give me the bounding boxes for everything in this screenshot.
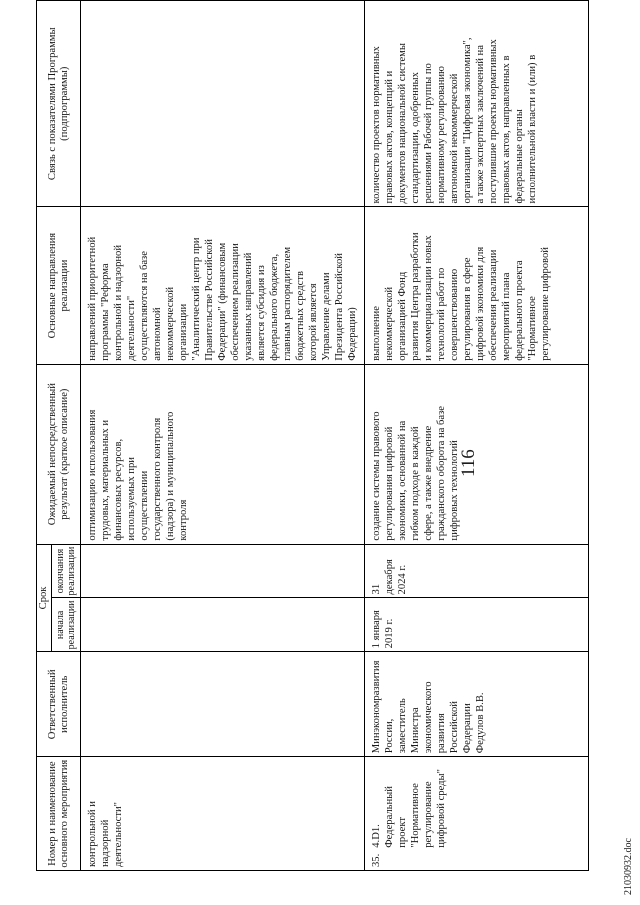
activity-name: 4.D1. Федеральный проект "Нормативное регулирование цифровой среды" (371, 769, 447, 848)
cell-directions: направлений приоритетной программы "Реформа контрольной и надзорной деятельности" осуществляются на базе автономной некоммерческой организации "Аналитический центр при Правительстве Российской Федерации" (финансовым обеспечением реализации указанных направлений является субсидия из федерального бюджета, главным распорядителем бюджетных средств которой является Управление делами Президента Российской Федерации) (81, 207, 365, 364)
cell-result: создание системы правового регулирования цифровой экономики, основанной на гибком подходе в каждой сфере, а также внедрение гражданского оборота на базе цифровых технологий (365, 364, 589, 544)
cell-start: 1 января 2019 г. (365, 598, 589, 652)
header-executor: Ответственный исполнитель (37, 652, 81, 757)
cell-executor: Минэкономразвития России, заместитель Министра экономического развития Российской Федерации Федулов В.В. (365, 652, 589, 757)
table-row (81, 1, 365, 871)
cell-number-name (365, 757, 589, 871)
header-result: Ожидаемый непосредственный результат (краткое описание) (37, 364, 81, 544)
header-number-name: Номер и наименование основного мероприятия (37, 757, 81, 871)
footer-filename: 21030932.doc (623, 838, 634, 895)
cell-end (81, 544, 365, 598)
header-term: Срок (37, 544, 52, 652)
table-row (365, 1, 589, 871)
activities-table (36, 0, 589, 871)
cell-executor (81, 652, 365, 757)
cell-result: оптимизацию использования трудовых, материальных и финансовых ресурсов, используемых при осуществлении государственного контроля (надзора) и муниципального контроля (81, 364, 365, 544)
header-row-1 (37, 1, 52, 871)
header-directions: Основные направления реализации (37, 207, 81, 364)
page-number: 116 (458, 449, 479, 477)
cell-link (81, 1, 365, 207)
header-link: Связь с показателями Программы (подпрограммы) (37, 1, 81, 207)
cell-number-name: контрольной и надзорной деятельности" (81, 757, 365, 871)
cell-end: 31 декабря 2024 г. (365, 544, 589, 598)
header-term-start: начала реализации (52, 598, 81, 652)
cell-link: количество проектов нормативных правовых актов, концепций и документов национальной системы стандартизации, одобренных решениями Рабочей группы по нормативному регулированию автономной некоммерческой организации "Цифровая экономика", а также экспертных заключений на поступившие проекты нормативных правовых актов, направленных в федеральные органы исполнительной власти и (или) в (365, 1, 589, 207)
row-number: 35. (371, 853, 382, 867)
cell-start (81, 598, 365, 652)
cell-directions: выполнение некоммерческой организацией Фонд развития Центра разработки и коммерциализации новых технологий работ по совершенствованию регулирования в сфере цифровой экономики для обеспечения реализации мероприятий плана федерального проекта "Нормативное регулирование цифровой (365, 207, 589, 364)
header-term-end: окончания реализации (52, 544, 81, 598)
